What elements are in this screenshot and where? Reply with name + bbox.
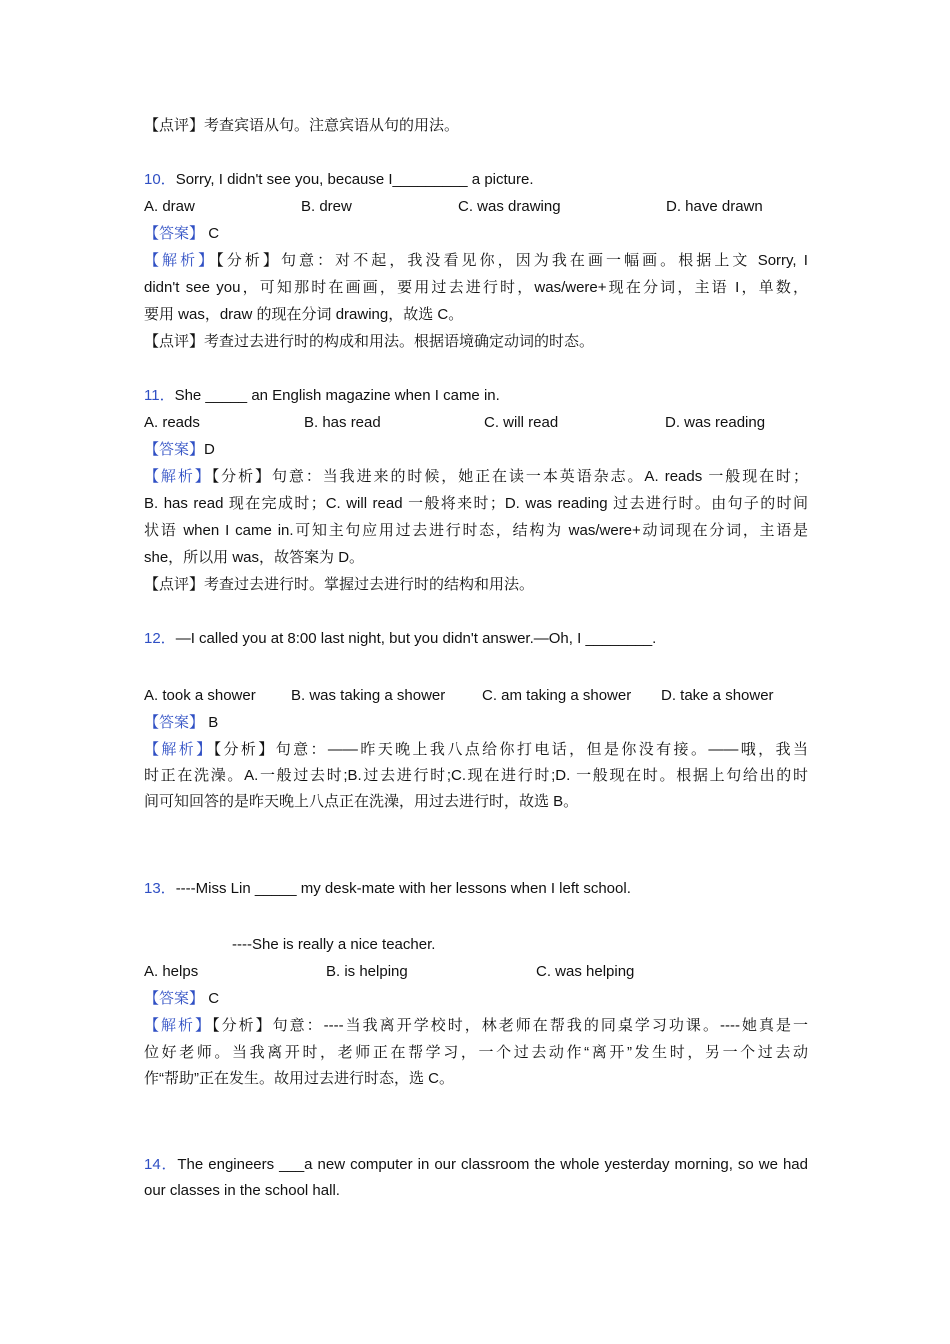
question-number: 12． (144, 630, 176, 647)
question-13-reply: ----She is really a nice teacher. (232, 936, 436, 953)
option-d: D. was reading (665, 414, 766, 431)
question-11-stem (144, 386, 808, 406)
analysis-text: 【分析】句意：----当我离开学校时，林老师在帮我的同桌学习功课。----她真是一 (212, 1017, 808, 1034)
question-12-stem (144, 629, 808, 649)
analysis-line (144, 740, 808, 760)
answer-line (144, 224, 808, 244)
comment-line: 【点评】考查过去进行时的构成和用法。根据语境确定动词的时态。 (144, 333, 595, 350)
analysis-line: 位好老师。当我离开时，老师正在帮学习，一个过去动作“离开”发生时，另一个过去动 (144, 1044, 808, 1061)
analysis-text: 【分析】句意：当我进来的时候，她正在读一本英语杂志。A. reads 一般现在时； (211, 468, 808, 485)
question-text: ----Miss Lin _____ my desk-mate with her lessons when I left school. (175, 880, 631, 897)
option-a: A. helps (144, 963, 199, 980)
answer-value: D (204, 441, 215, 458)
analysis-line: 间可知回答的是昨天晚上八点正在洗澡，用过去进行时，故选 B。 (144, 793, 579, 810)
question-number: 14． (144, 1156, 178, 1173)
analysis-label: 【解析】 (144, 741, 214, 758)
answer-label: 【答案】 (144, 990, 205, 1007)
analysis-line: 要用 was，draw 的现在分词 drawing，故选 C。 (144, 306, 464, 323)
analysis-line (144, 251, 808, 271)
option-d: D. have drawn (666, 198, 763, 215)
comment-line: 【点评】考查过去进行时。掌握过去进行时的结构和用法。 (144, 576, 535, 593)
option-c: C. was drawing (458, 198, 561, 215)
question-number: 11． (144, 387, 175, 404)
analysis-text: 【分析】句意：对不起，我没看见你，因为我在画一幅画。根据上文 Sorry, I (216, 252, 808, 269)
question-13-stem (144, 879, 808, 899)
analysis-line: didn't see you，可知那时在画画，要用过去进行时，was/were+现在分词，主语 I，单数， (144, 279, 808, 296)
answer-value: C (208, 225, 220, 242)
question-14-stem-cont: our classes in the school hall. (144, 1182, 340, 1199)
analysis-label: 【解析】 (144, 252, 217, 269)
option-a: A. took a shower (144, 687, 256, 704)
option-c: C. will read (484, 414, 559, 431)
analysis-line: 作“帮助”正在发生。故用过去进行时态，选 C。 (144, 1070, 454, 1087)
option-a: A. reads (144, 414, 200, 431)
question-number: 10． (144, 171, 176, 188)
option-c: C. am taking a shower (482, 687, 632, 704)
analysis-label: 【解析】 (144, 1017, 213, 1034)
option-b: B. drew (301, 198, 352, 215)
answer-line (144, 713, 808, 733)
analysis-line: 时正在洗澡。A.一般过去时;B.过去进行时;C.现在进行时;D. 一般现在时。根据上句给出的时 (144, 767, 808, 784)
analysis-line: she，所以用 was，故答案为 D。 (144, 549, 365, 566)
analysis-line (144, 1016, 808, 1036)
analysis-label: 【解析】 (144, 468, 212, 485)
question-text: Sorry, I didn't see you, because I_________ a picture. (175, 171, 534, 188)
question-text: The engineers ___a new computer in our classroom the whole yesterday morning, so we had (177, 1156, 808, 1173)
analysis-line (144, 467, 808, 487)
answer-line (144, 989, 808, 1009)
answer-label: 【答案】 (144, 441, 205, 458)
answer-label: 【答案】 (144, 225, 205, 242)
option-b: B. has read (304, 414, 381, 431)
question-10-stem (144, 170, 808, 190)
question-number: 13． (144, 880, 176, 897)
analysis-line: B. has read 现在完成时；C. will read 一般将来时；D. was reading 过去进行时。由句子的时间 (144, 495, 808, 512)
answer-value: C (208, 990, 220, 1007)
analysis-text: 【分析】句意：——昨天晚上我八点给你打电话，但是你没有接。——哦，我当 (213, 741, 808, 758)
analysis-line: 状语 when I came in.可知主句应用过去进行时态，结构为 was/were+动词现在分词，主语是 (144, 522, 808, 539)
option-d: D. take a shower (661, 687, 774, 704)
question-14-stem (144, 1155, 808, 1175)
answer-line (144, 440, 808, 460)
option-b: B. is helping (326, 963, 408, 980)
option-a: A. draw (144, 198, 195, 215)
prev-comment: 【点评】考查宾语从句。注意宾语从句的用法。 (144, 117, 460, 134)
answer-value: B (208, 714, 219, 731)
question-text: She _____ an English magazine when I came in. (174, 387, 500, 404)
option-c: C. was helping (536, 963, 635, 980)
answer-label: 【答案】 (144, 714, 205, 731)
option-b: B. was taking a shower (291, 687, 446, 704)
question-text: —I called you at 8:00 last night, but you didn't answer.—Oh, I ________. (175, 630, 657, 647)
